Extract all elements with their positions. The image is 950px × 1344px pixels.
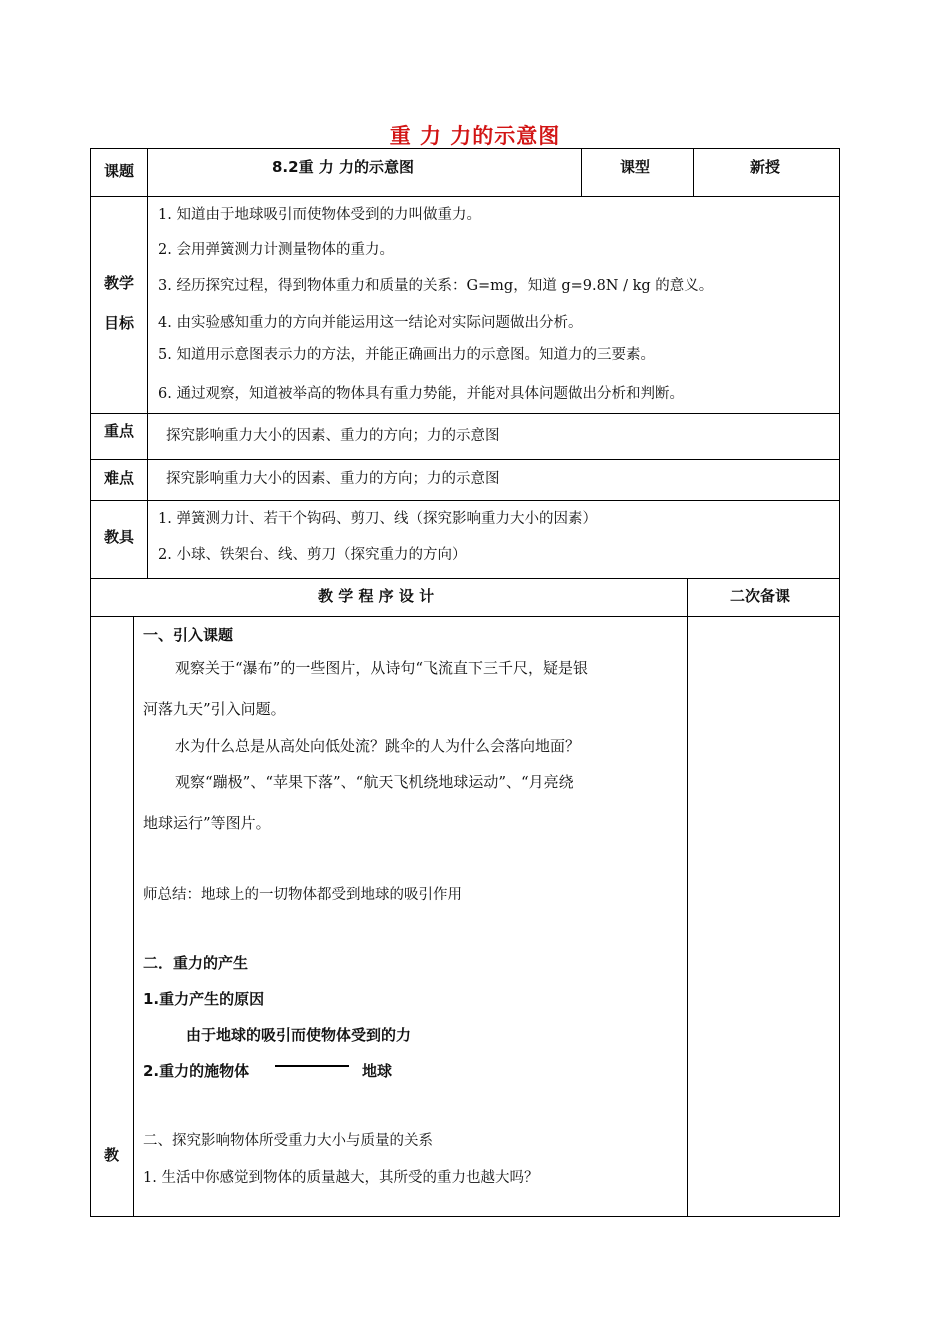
para1-line2: 河落九天”引入问题。 [143,700,286,718]
section1-title: 一、引入课题 [143,626,234,644]
objective-item: 6. 通过观察，知道被举高的物体具有重力势能，并能对具体问题做出分析和判断。 [158,386,684,402]
type-label: 课型 [620,158,651,176]
tools-label: 教具 [104,528,135,546]
difficulty-text: 探究影响重力大小的因素、重力的方向；力的示意图 [166,471,500,487]
objectives-label-line2: 目标 [104,314,135,332]
summary: 师总结：地球上的一切物体都受到地球的吸引作用 [143,887,462,903]
para1-line1: 观察关于“瀑布”的一些图片，从诗句“飞流直下三千尺，疑是银 [175,659,589,677]
tools-item: 1. 弹簧测力计、若干个钩码、剪刀、线（探究影响重力大小的因素） [158,511,597,527]
para3-line2: 地球运行”等图片。 [143,814,271,832]
para3-line1: 观察“蹦极”、“苹果下落”、“航天飞机绕地球运动”、“月亮绕 [175,773,574,791]
sub1-title: 1.重力产生的原因 [143,990,265,1008]
difficulty-label: 难点 [104,469,135,487]
objective-item: 5. 知道用示意图表示力的方法，并能正确画出力的示意图。知道力的三要素。 [158,347,655,363]
section3-title: 二、探究影响物体所受重力大小与质量的关系 [143,1133,433,1149]
objective-item: 2. 会用弹簧测力计测量物体的重力。 [158,242,394,258]
objective-item: 1. 知道由于地球吸引而使物体受到的力叫做重力。 [158,207,481,223]
type-value: 新授 [750,158,781,176]
objective-item: 4. 由实验感知重力的方向并能运用这一结论对实际问题做出分析。 [158,315,583,331]
key-point-text: 探究影响重力大小的因素、重力的方向；力的示意图 [166,428,500,444]
question1: 1. 生活中你感觉到物体的质量越大，其所受的重力也越大吗？ [143,1170,539,1186]
para2: 水为什么总是从高处向低处流？跳伞的人为什么会落向地面？ [175,737,581,755]
second-prep-header: 二次备课 [730,587,791,605]
key-point-label: 重点 [104,422,135,440]
sub2-value: 地球 [362,1062,393,1080]
objective-item: 3. 经历探究过程，得到物体重力和质量的关系：G=mg，知道 g=9.8N / kg 的意义。 [158,278,714,294]
page-title: 重 力 力的示意图 [389,124,561,148]
procedure-header: 教 学 程 序 设 计 [318,587,435,605]
procedure-side-char: 教 [104,1146,120,1164]
fill-blank-line [275,1065,349,1067]
sub2-title: 2.重力的施物体 [143,1062,250,1080]
section2-title: 二．重力的产生 [143,954,249,972]
objectives-label-line1: 教学 [104,274,135,292]
topic-value: 8.2重 力 力的示意图 [272,158,415,176]
topic-label: 课题 [104,162,135,180]
tools-item: 2. 小球、铁架台、线、剪刀（探究重力的方向） [158,547,467,563]
sub1-text: 由于地球的吸引而使物体受到的力 [186,1026,412,1044]
